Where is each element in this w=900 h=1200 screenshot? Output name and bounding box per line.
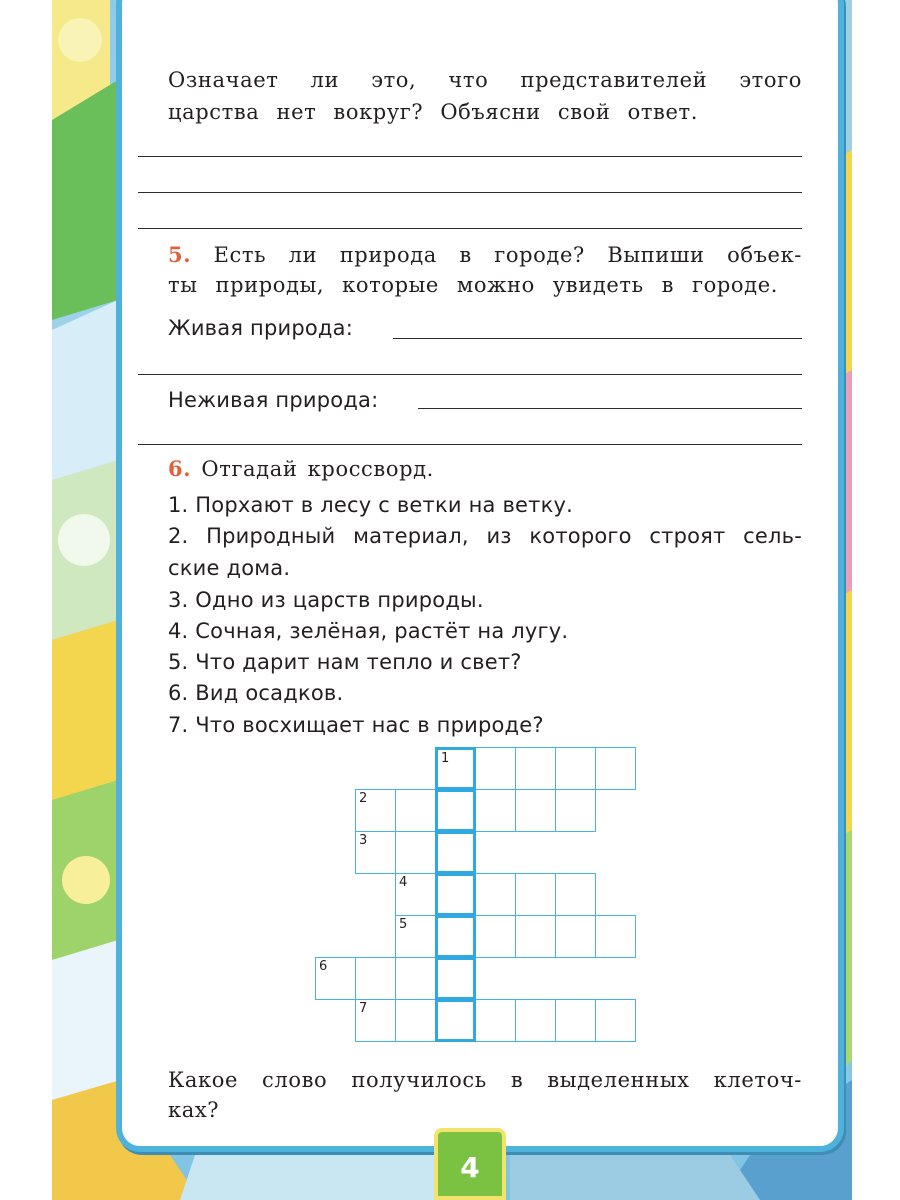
crossword-clue-number: 5	[399, 917, 408, 932]
nonliving-nature-answer-line[interactable]	[418, 408, 802, 409]
answer-line[interactable]	[138, 228, 802, 229]
clue-5: 5. Что дарит нам тепло и свет?	[168, 650, 522, 674]
clue-4: 4. Сочная, зелёная, растёт на лугу.	[168, 619, 569, 643]
crossword-highlighted-cell[interactable]	[435, 999, 476, 1042]
crossword-clue-number: 1	[441, 751, 450, 766]
living-nature-answer-line[interactable]	[393, 338, 802, 339]
prev-question-line1: Означает ли это, что представителей этого	[168, 68, 802, 92]
crossword-clue-number: 4	[399, 875, 408, 890]
task5-number: 5.	[168, 242, 192, 267]
crossword-cell[interactable]	[395, 957, 436, 1000]
crossword-clue-number: 3	[359, 833, 368, 848]
crossword-highlighted-cell[interactable]	[435, 915, 476, 958]
crossword-highlighted-cell[interactable]	[435, 789, 476, 832]
crossword-cell[interactable]	[395, 873, 436, 916]
crossword-cell[interactable]	[355, 831, 396, 874]
crossword-cell[interactable]	[595, 999, 636, 1042]
crossword-clue-number: 6	[319, 959, 328, 974]
clue-1: 1. Порхают в лесу с ветки на ветку.	[168, 493, 573, 517]
crossword-cell[interactable]	[515, 915, 556, 958]
nonliving-nature-label: Неживая природа:	[168, 388, 379, 412]
crossword-cell[interactable]	[355, 957, 396, 1000]
clue-3: 3. Одно из царств природы.	[168, 588, 484, 612]
task6-heading	[168, 456, 434, 481]
crossword-clue-number: 2	[359, 791, 368, 806]
task5-line1	[168, 242, 802, 267]
task6-number: 6.	[168, 456, 192, 481]
crossword-cell[interactable]	[475, 915, 516, 958]
answer-line[interactable]	[138, 192, 802, 193]
crossword-cell[interactable]	[395, 915, 436, 958]
final-question-line1: Какое слово получилось в выделенных клеточ-	[168, 1068, 802, 1092]
task6-title: Отгадай кроссворд.	[201, 457, 434, 481]
clue-2: 2. Природный материал, из которого строят сель-	[168, 524, 802, 548]
crossword-cell[interactable]	[475, 747, 516, 790]
task5-text: Есть ли природа в городе? Выпиши объек-	[213, 243, 802, 267]
page-number: 4	[434, 1128, 506, 1200]
crossword-cell[interactable]	[515, 999, 556, 1042]
crossword-highlighted-cell[interactable]	[435, 831, 476, 874]
crossword-cell[interactable]	[355, 999, 396, 1042]
answer-line[interactable]	[138, 374, 802, 375]
crossword-cell[interactable]	[395, 831, 436, 874]
task5-line2: ты природы, которые можно увидеть в городе.	[168, 273, 778, 297]
final-question-line2: ках?	[168, 1098, 220, 1122]
crossword-cell[interactable]	[555, 789, 596, 832]
crossword-cell[interactable]	[555, 915, 596, 958]
crossword-cell[interactable]	[515, 747, 556, 790]
crossword-cell[interactable]	[555, 873, 596, 916]
answer-line[interactable]	[138, 444, 802, 445]
crossword-cell[interactable]	[555, 999, 596, 1042]
crossword-clue-number: 7	[359, 1001, 368, 1016]
flower-left-top	[52, 0, 118, 320]
crossword-highlighted-cell[interactable]	[435, 747, 476, 790]
crossword-cell[interactable]	[475, 789, 516, 832]
crossword-cell[interactable]	[555, 747, 596, 790]
clue-2-continued: ские дома.	[168, 556, 291, 580]
crossword-cell[interactable]	[515, 873, 556, 916]
prev-question-line2: царства нет вокруг? Объясни свой ответ.	[168, 100, 698, 124]
crossword-cell[interactable]	[515, 789, 556, 832]
clue-6: 6. Вид осадков.	[168, 681, 344, 705]
crossword-cell[interactable]	[595, 915, 636, 958]
crossword-highlighted-cell[interactable]	[435, 873, 476, 916]
crossword-cell[interactable]	[315, 957, 356, 1000]
crossword-cell[interactable]	[395, 789, 436, 832]
crossword-cell[interactable]	[475, 873, 516, 916]
crossword-cell[interactable]	[595, 747, 636, 790]
crossword-highlighted-cell[interactable]	[435, 957, 476, 1000]
living-nature-label: Живая природа:	[168, 316, 353, 340]
crossword-cell[interactable]	[475, 999, 516, 1042]
flower-left-mid	[52, 300, 118, 640]
crossword-cell[interactable]	[355, 789, 396, 832]
crossword-cell[interactable]	[395, 999, 436, 1042]
answer-line[interactable]	[138, 156, 802, 157]
clue-7: 7. Что восхищает нас в природе?	[168, 713, 544, 737]
